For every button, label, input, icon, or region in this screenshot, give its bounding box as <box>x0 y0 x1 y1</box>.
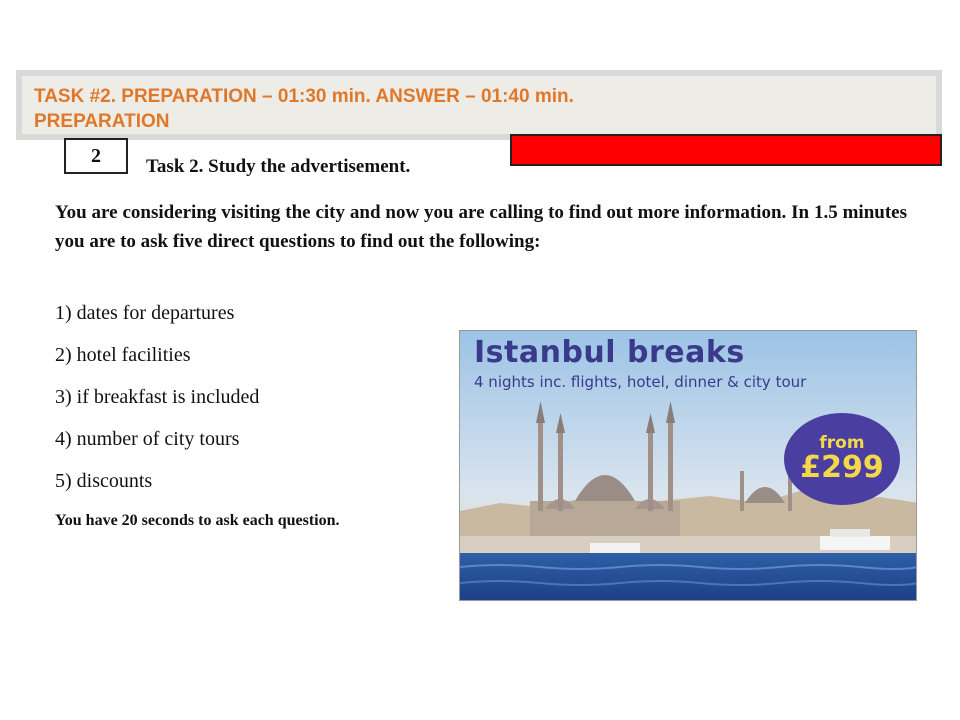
istanbul-advertisement <box>459 330 917 601</box>
task-instructions: You are considering visiting the city and now you are calling to find out more information. In 1.5 minutes you are to ask five direct questions to find out the following: <box>55 202 907 252</box>
advert-subtitle: 4 nights inc. flights, hotel, dinner & city tour <box>474 373 807 391</box>
header-line-2: PREPARATION <box>34 111 170 132</box>
list-item: 1) dates for departures <box>55 302 235 324</box>
price-badge <box>784 413 900 505</box>
list-item: 4) number of city tours <box>55 428 240 450</box>
list-item: 2) hotel facilities <box>55 344 191 366</box>
list-item: 5) discounts <box>55 470 153 492</box>
header-inner <box>22 76 936 134</box>
badge-price: £299 <box>800 450 884 485</box>
badge-from-label: from <box>819 433 865 453</box>
list-item: 3) if breakfast is included <box>55 386 260 408</box>
task-title: Task 2. Study the advertisement. <box>146 156 411 177</box>
advert-title: Istanbul breaks <box>474 335 745 370</box>
header-line-1: TASK #2. PREPARATION – 01:30 min. ANSWER – 01:40 min. <box>34 86 574 107</box>
question-list <box>55 300 259 510</box>
red-timer-bar <box>510 134 942 166</box>
time-note: You have 20 seconds to ask each question. <box>55 512 340 529</box>
task-number-box: 2 <box>64 138 128 174</box>
header-banner <box>16 70 942 140</box>
